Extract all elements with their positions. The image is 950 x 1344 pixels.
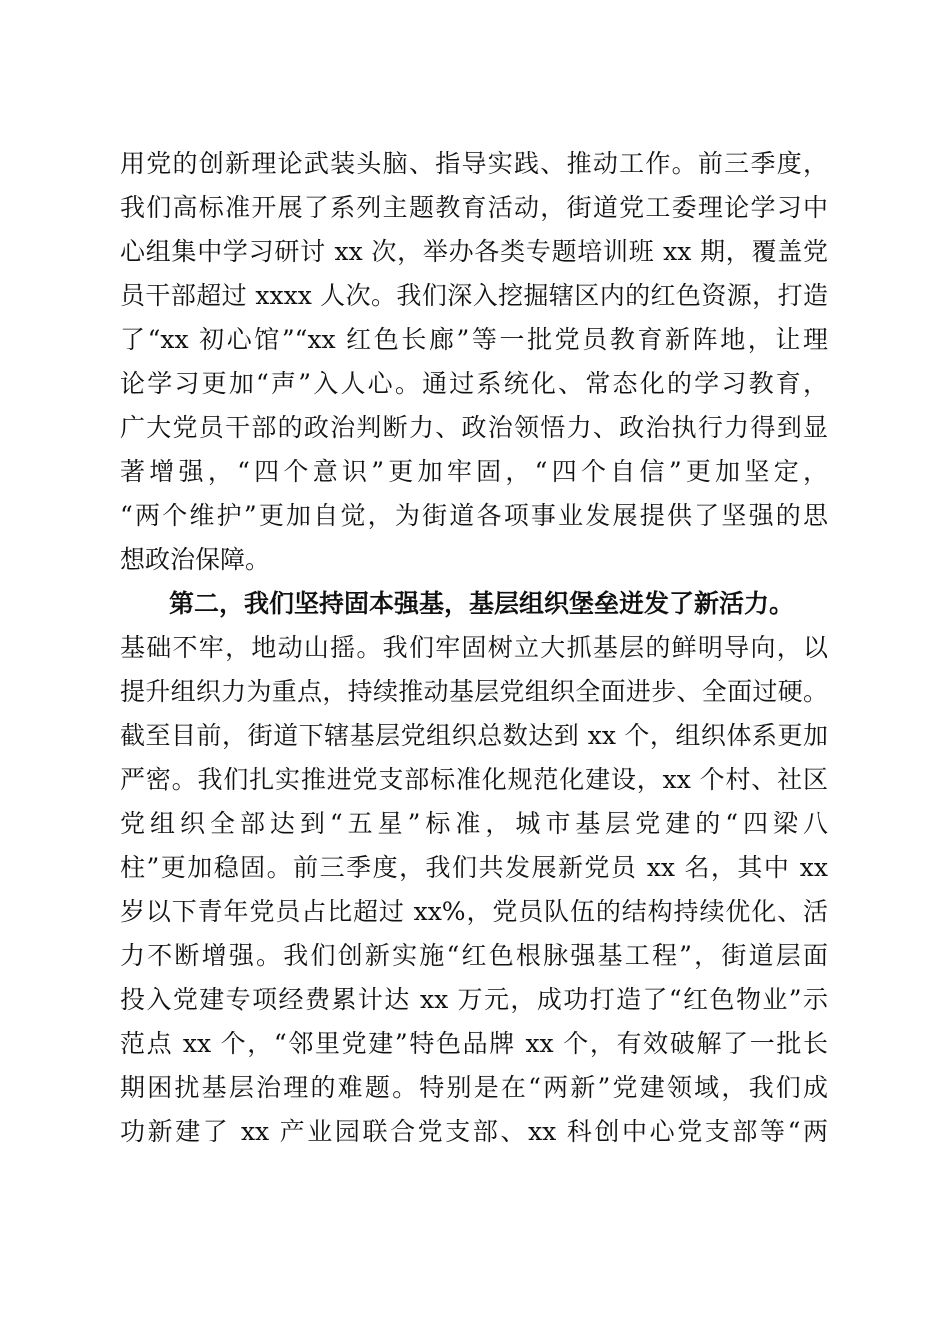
paragraph-2-line: 投入党建专项经费累计达 xx 万元，成功打造了“红色物业”示 [120, 985, 828, 1014]
paragraph-1-line: 心组集中学习研讨 xx 次，举办各类专题培训班 xx 期，覆盖党 [120, 237, 828, 266]
paragraph-2-line: 截至目前，街道下辖基层党组织总数达到 xx 个，组织体系更加 [120, 721, 828, 750]
paragraph-1-line: 员干部超过 xxxx 人次。我们深入挖掘辖区内的红色资源，打造 [120, 281, 828, 310]
paragraph-1-line: 论学习更加“声”入人心。通过系统化、常态化的学习教育， [120, 369, 828, 398]
paragraph-2-line: 党组织全部达到“五星”标准，城市基层党建的“四梁八 [120, 809, 828, 838]
paragraph-2-line: 基础不牢，地动山摇。我们牢固树立大抓基层的鲜明导向，以 [120, 633, 828, 662]
paragraph-2-line: 期困扰基层治理的难题。特别是在“两新”党建领域，我们成 [120, 1073, 828, 1102]
paragraph-1 [120, 142, 828, 582]
paragraph-2 [120, 582, 828, 1154]
paragraph-1-line: “两个维护”更加自觉，为街道各项事业发展提供了坚强的思 [120, 501, 828, 530]
paragraph-2-line: 功新建了 xx 产业园联合党支部、xx 科创中心党支部等“两 [120, 1117, 828, 1146]
paragraph-2-line: 范点 xx 个，“邻里党建”特色品牌 xx 个，有效破解了一批长 [120, 1029, 828, 1058]
paragraph-1-line: 了“xx 初心馆”“xx 红色长廊”等一批党员教育新阵地，让理 [120, 325, 828, 354]
paragraph-1-line: 想政治保障。 [120, 545, 271, 574]
paragraph-2-line: 严密。我们扎实推进党支部标准化规范化建设，xx 个村、社区 [120, 765, 828, 794]
section-heading: 第二，我们坚持固本强基，基层组织堡垒迸发了新活力。 [169, 589, 795, 618]
paragraph-1-line: 广大党员干部的政治判断力、政治领悟力、政治执行力得到显 [120, 413, 828, 442]
paragraph-2-line: 力不断增强。我们创新实施“红色根脉强基工程”，街道层面 [120, 941, 828, 970]
paragraph-1-line: 著增强，“四个意识”更加牢固，“四个自信”更加坚定， [120, 457, 828, 486]
paragraph-2-line: 柱”更加稳固。前三季度，我们共发展新党员 xx 名，其中 xx [120, 853, 828, 882]
paragraph-1-line: 我们高标准开展了系列主题教育活动，街道党工委理论学习中 [120, 193, 828, 222]
paragraph-2-line: 提升组织力为重点，持续推动基层党组织全面进步、全面过硬。 [120, 677, 828, 706]
paragraph-2-line: 岁以下青年党员占比超过 xx%，党员队伍的结构持续优化、活 [120, 897, 828, 926]
paragraph-1-line: 用党的创新理论武装头脑、指导实践、推动工作。前三季度， [120, 149, 828, 178]
